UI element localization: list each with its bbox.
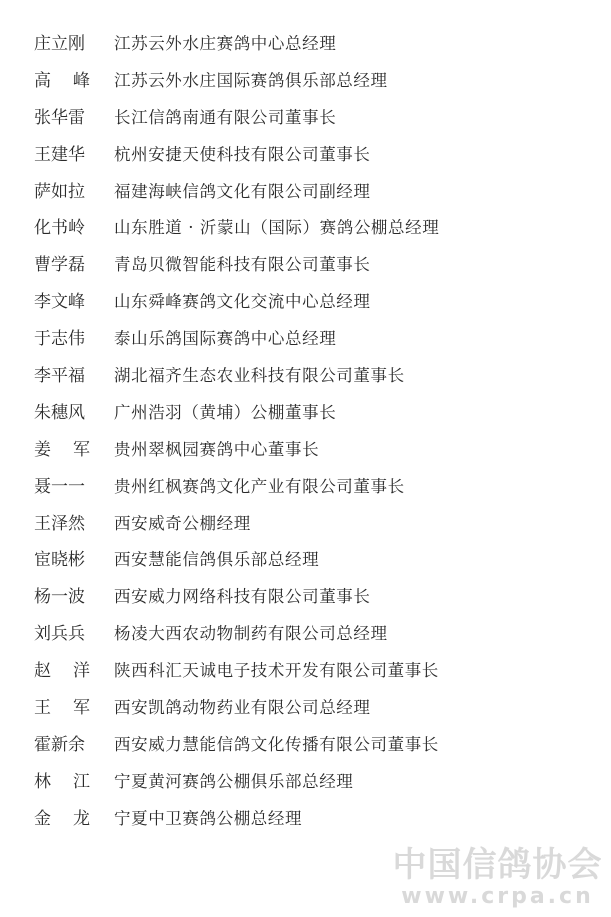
list-item [34,100,594,137]
list-item [34,432,594,469]
member-name: 王建华 [34,144,85,165]
watermark [390,845,605,911]
list-item [34,247,594,284]
list-item [34,321,594,358]
member-name: 王 军 [34,698,90,719]
member-name: 聂一一 [34,476,85,497]
member-title: 杨凌大西农动物制药有限公司总经理 [114,624,388,644]
member-title: 湖北福齐生态农业科技有限公司董事长 [114,366,405,386]
member-title: 广州浩羽（黄埔）公棚董事长 [114,402,337,422]
list-item [34,395,594,432]
member-title: 山东舜峰赛鸽文化交流中心总经理 [114,292,371,312]
member-title: 西安威力慧能信鸽文化传播有限公司董事长 [114,734,439,754]
member-title: 西安威奇公棚经理 [114,513,251,533]
member-title: 长江信鸽南通有限公司董事长 [114,107,337,127]
member-name: 金 龙 [34,808,90,829]
list-item [34,284,594,321]
member-name: 李文峰 [34,292,85,313]
member-name: 姜 军 [34,439,90,460]
member-name: 庄立刚 [34,34,85,54]
member-title: 杭州安捷天使科技有限公司董事长 [114,144,371,164]
member-name: 化书岭 [34,218,85,239]
member-title: 西安威力网络科技有限公司董事长 [114,587,371,607]
list-item [34,63,594,100]
member-title: 宁夏黄河赛鸽公棚俱乐部总经理 [114,771,354,791]
list-item [34,26,594,63]
member-name: 林 江 [34,771,90,792]
member-name: 朱穗风 [34,402,85,423]
list-item [34,579,594,616]
member-name: 高 峰 [34,70,90,91]
list-item [34,801,594,838]
list-item [34,174,594,211]
member-title: 江苏云外水庄赛鸽中心总经理 [114,34,337,53]
watermark-url: www.crpa.cn [401,884,594,909]
member-title: 西安慧能信鸽俱乐部总经理 [114,550,320,570]
member-title: 贵州红枫赛鸽文化产业有限公司董事长 [114,476,405,496]
member-name: 于志伟 [34,329,85,350]
member-name: 刘兵兵 [34,624,85,645]
member-name: 曹学磊 [34,255,85,276]
member-title: 江苏云外水庄国际赛鸽俱乐部总经理 [114,70,388,90]
list-item [34,210,594,247]
member-title: 陕西科汇天诚电子技术开发有限公司董事长 [114,661,439,681]
member-title: 山东胜道 · 沂蒙山（国际）赛鸽公棚总经理 [114,218,440,238]
member-title: 贵州翠枫园赛鸽中心董事长 [114,439,320,459]
list-item [34,653,594,690]
member-name: 赵 洋 [34,661,90,682]
list-item [34,358,594,395]
member-list [34,26,594,838]
list-item [34,137,594,174]
member-name: 张华雷 [34,107,85,128]
member-name: 萨如拉 [34,181,85,202]
list-item [34,542,594,579]
member-title: 西安凯鸽动物药业有限公司总经理 [114,698,371,718]
list-item [34,727,594,764]
member-name: 王泽然 [34,513,85,534]
list-item [34,616,594,653]
member-name: 杨一波 [34,587,85,608]
member-name: 宦晓彬 [34,550,85,571]
list-item [34,506,594,543]
list-item [34,690,594,727]
watermark-org-name: 中国信鸽协会 [392,845,603,885]
member-title: 宁夏中卫赛鸽公棚总经理 [114,808,303,828]
member-name: 李平福 [34,366,85,387]
list-item [34,469,594,506]
member-title: 青岛贝微智能科技有限公司董事长 [114,255,371,275]
member-title: 福建海峡信鸽文化有限公司副经理 [114,181,371,201]
member-title: 泰山乐鸽国际赛鸽中心总经理 [114,329,337,349]
list-item [34,764,594,801]
member-name: 霍新余 [34,734,85,755]
